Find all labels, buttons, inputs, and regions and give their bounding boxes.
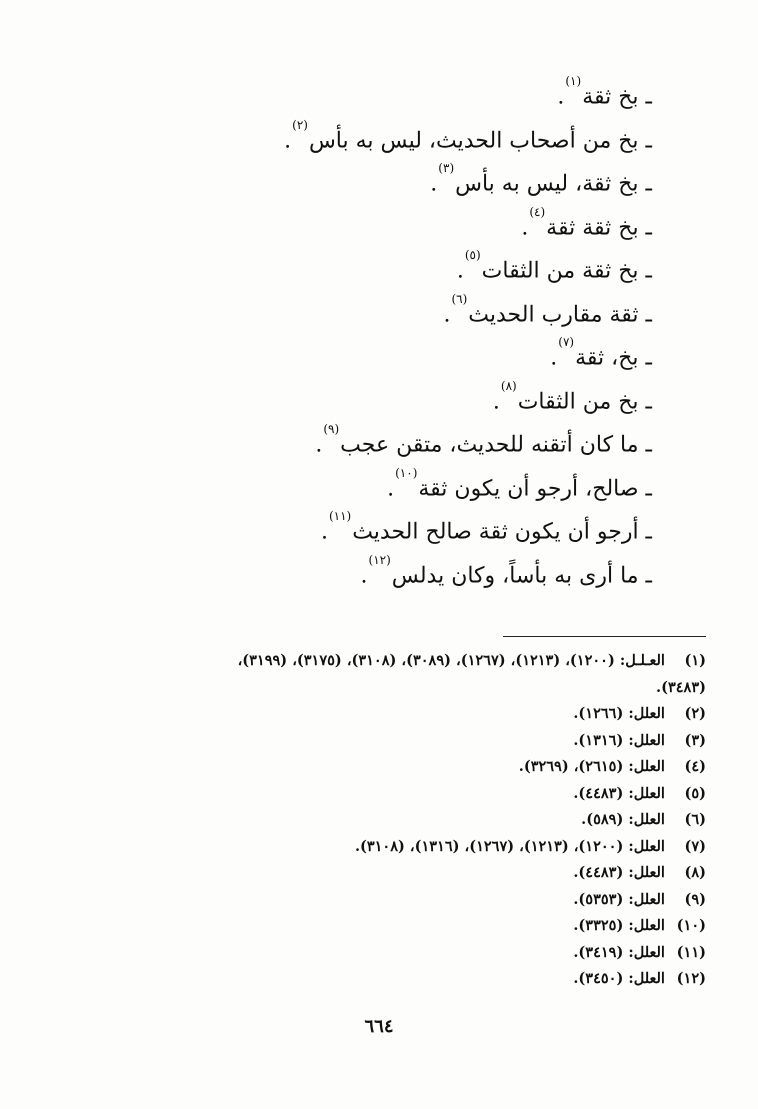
list-item: ـ ما كان أتقنه للحديث، متقن عجب$^{(٩)}$.	[315, 422, 652, 458]
list-item: ـ أرجو أن يكون ثقة صالح الحديث$^{(١١)}$.	[320, 509, 652, 545]
footnote	[56, 940, 706, 967]
list-item: ـ بخ ثقة، ليس به بأس$^{(٣)}$.	[430, 161, 652, 197]
footnote-number: (٢)	[684, 705, 706, 722]
page-number: ٦٦٤	[364, 1016, 394, 1037]
footnote-number: (١٠)	[676, 917, 706, 934]
footnote-text: العلل: (٣٤١٩).	[573, 943, 665, 961]
footnote	[56, 648, 706, 675]
footnote	[56, 701, 706, 728]
list-item: ـ بخ ثقة ثقة$^{(٤)}$.	[521, 204, 652, 240]
footnote-text: العلل: (١٢٦٦).	[573, 705, 665, 722]
footnote-number: (٥)	[684, 784, 706, 802]
footnote-text: العلل: (٤٤٨٣).	[573, 784, 665, 802]
list-item: ـ بخ، ثقة$^{(٧)}$.	[550, 335, 652, 371]
list-item: ـ ثقة مقارب الحديث$^{(٦)}$.	[443, 291, 652, 327]
footnote-continuation: (٣٤٨٣).	[656, 678, 706, 696]
footnote-number: (١٢)	[676, 970, 706, 987]
footnote-ref: (٥)	[464, 248, 481, 262]
footnote-ref: (٤)	[529, 204, 546, 219]
footnotes	[56, 648, 706, 993]
footnote-text: العـلـل: (١٢٠٠)، (١٢١٣)، (١٢٦٧)، (٣٠٨٩)، (٣١٠٨)، (٣١٧٥)، (٣١٩٩)،	[237, 652, 665, 669]
footnote	[56, 781, 706, 808]
footnote-ref: (٩)	[323, 422, 340, 436]
list-item: ـ صالح، أرجو أن يكون ثقة$^{(١٠)}$.	[387, 465, 652, 501]
footnote-ref: (٨)	[500, 378, 517, 393]
footnote-number: (٧)	[684, 837, 706, 855]
footnote-ref: (٦)	[451, 291, 468, 306]
list-item: ـ بخ من الثقات$^{(٨)}$.	[492, 378, 652, 414]
footnote-ref: (٧)	[558, 335, 575, 349]
footnote	[56, 754, 706, 781]
footnote-number: (٨)	[684, 864, 706, 881]
footnote-number: (٤)	[684, 758, 706, 775]
list-item: ـ بخ ثقة$^{(١)}$.	[557, 74, 652, 110]
list-item: ـ بخ من أصحاب الحديث، ليس به بأس$^{(٢)}$.	[284, 117, 652, 153]
footnote-text: العلل: (٣٣٢٥).	[573, 917, 665, 934]
footnote-text: العلل: (١٣١٦).	[573, 731, 665, 749]
footnote-ref: (١٠)	[395, 465, 418, 480]
footnote-text: العلل: (١٢٠٠)، (١٢١٣)، (١٢٦٧)، (١٣١٦)، (٣١٠٨).	[354, 837, 665, 855]
main-text-list	[52, 70, 652, 592]
footnote	[56, 966, 706, 993]
footnote-text: العلل: (٣٤٥٠).	[573, 970, 665, 987]
footnote-number: (٣)	[684, 731, 706, 749]
footnote-number: (١)	[684, 652, 706, 669]
list-item: ـ بخ ثقة من الثقات$^{(٥)}$.	[456, 248, 652, 284]
footnote-text: العلل: (٢٦١٥)، (٣٢٦٩).	[518, 758, 665, 775]
footnote-separator	[503, 636, 706, 637]
footnote-ref: (٢)	[292, 117, 308, 132]
footnote-number: (٦)	[684, 811, 706, 828]
footnote	[56, 728, 706, 755]
footnote	[56, 887, 706, 914]
footnote	[56, 834, 706, 861]
footnote-text: العلل: (٥٨٩).	[581, 811, 665, 828]
list-item: ـ ما أرى به بأساً، وكان يدلس$^{(١٢)}$.	[360, 552, 652, 588]
footnote-number: (١١)	[676, 943, 706, 961]
footnote	[56, 807, 706, 834]
footnote-ref: (١١)	[328, 509, 352, 523]
footnote-text: العلل: (٤٤٨٣).	[573, 864, 665, 881]
footnote-ref: (٣)	[438, 161, 455, 175]
footnote	[56, 913, 706, 940]
footnote-ref: (١٢)	[368, 552, 391, 567]
footnote-ref: (١)	[565, 74, 582, 88]
footnote-number: (٩)	[684, 890, 706, 908]
footnote-text: العلل: (٥٣٥٣).	[573, 890, 665, 908]
footnote	[56, 860, 706, 887]
